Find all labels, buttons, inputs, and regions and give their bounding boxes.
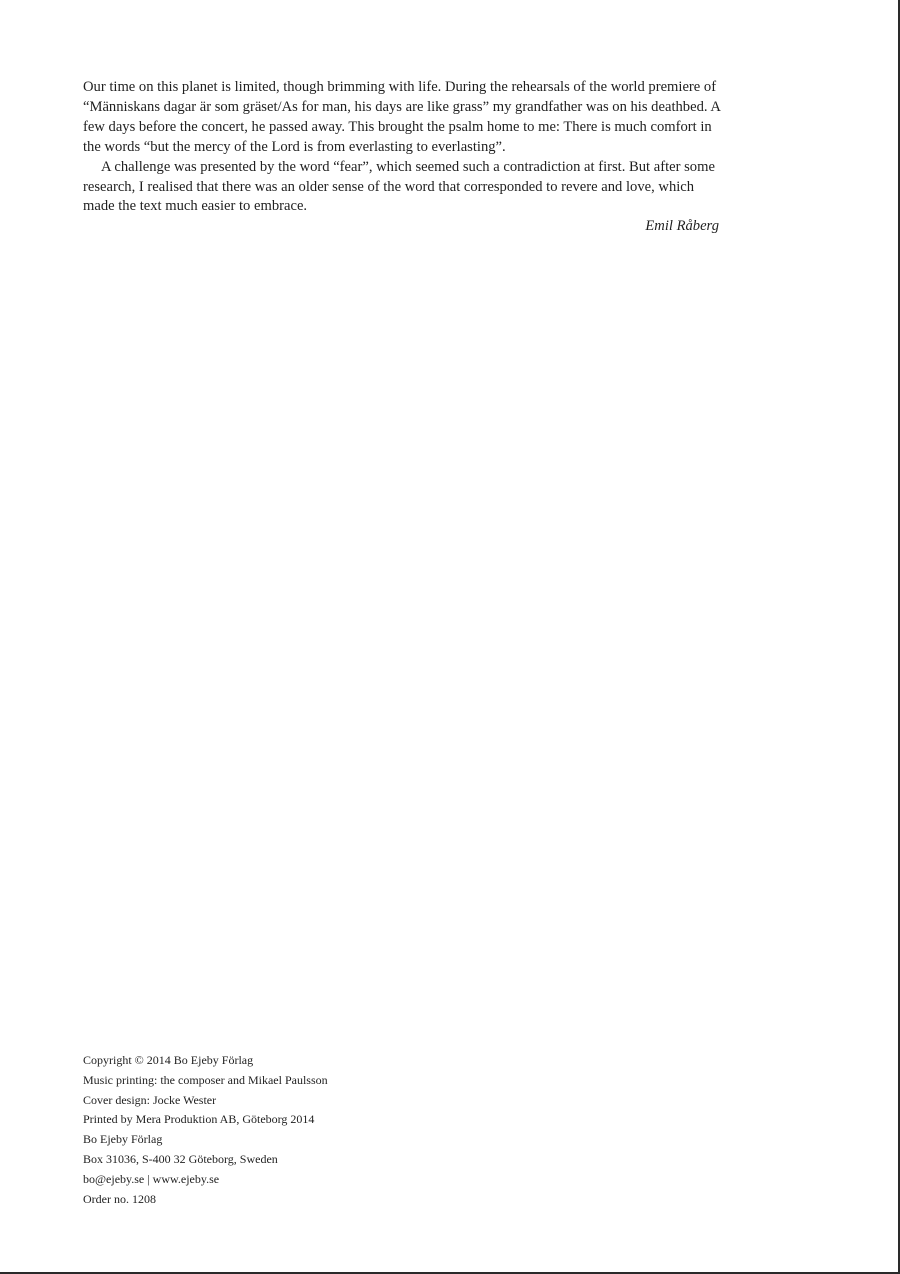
publisher-contact: bo@ejeby.se | www.ejeby.se (83, 1171, 220, 1186)
composer-note (83, 78, 723, 237)
note-paragraph: Our time on this planet is limited, though brimming with life. During the rehearsals of the world premiere of “Människans dagar är som gräset/As for man, his days are like grass” my grandfather was on his deathbed. A few days before the concert, he passed away. This brought the psalm home to me: There is much comfort in the words “but the mercy of the Lord is from everlasting to everlasting”. (83, 79, 721, 155)
publisher-address: Box 31036, S-400 32 Göteborg, Sweden (83, 1151, 278, 1166)
order-number: Order no. 1208 (83, 1191, 156, 1206)
note-paragraph: A challenge was presented by the word “fear”, which seemed such a contradiction at first. But after some research, I realised that there was an older sense of the word that corresponded to revere and love, which made the text much easier to embrace. (83, 158, 715, 215)
colophon (83, 1051, 328, 1209)
publisher-name: Bo Ejeby Förlag (83, 1132, 163, 1147)
music-printing-line: Music printing: the composer and Mikael Paulsson (83, 1072, 328, 1087)
cover-design-line: Cover design: Jocke Wester (83, 1092, 217, 1107)
note-signature: Emil Råberg (645, 218, 719, 235)
printer-line: Printed by Mera Produktion AB, Göteborg 2014 (83, 1112, 315, 1127)
copyright-line: Copyright © 2014 Bo Ejeby Förlag (83, 1053, 254, 1067)
